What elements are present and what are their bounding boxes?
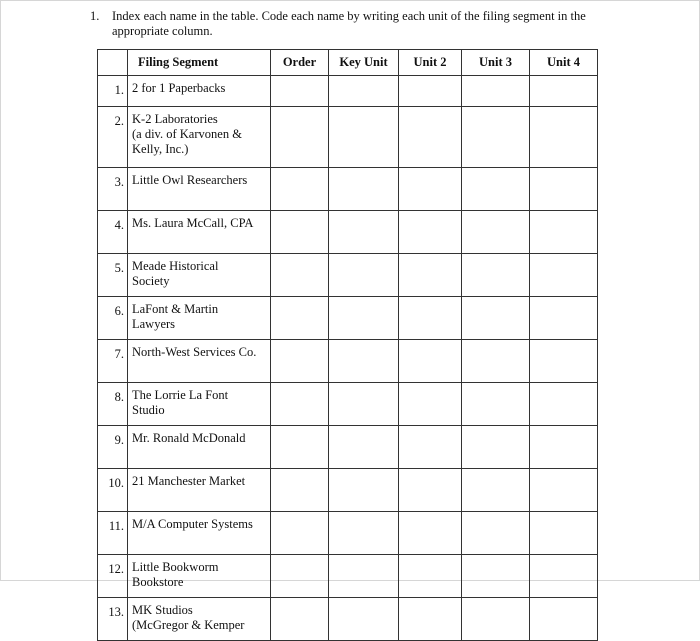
- order-cell[interactable]: [271, 598, 329, 641]
- table-row: [98, 512, 598, 555]
- filing-segment-cell: [128, 598, 271, 641]
- unit-2-cell[interactable]: [399, 469, 462, 512]
- filing-segment-text: Kelly, Inc.): [132, 142, 189, 156]
- table-row: [98, 254, 598, 297]
- order-cell[interactable]: [271, 383, 329, 426]
- unit-4-cell[interactable]: [530, 211, 598, 254]
- filing-segment-text: 2 for 1 Paperbacks: [132, 81, 226, 95]
- unit-4-cell[interactable]: [530, 107, 598, 168]
- unit-3-cell[interactable]: [462, 297, 530, 340]
- unit-4-cell[interactable]: [530, 254, 598, 297]
- unit-3-cell[interactable]: [462, 426, 530, 469]
- filing-segment-cell: [128, 469, 271, 512]
- filing-segment-text: Lawyers: [132, 317, 176, 331]
- unit-4-cell[interactable]: [530, 76, 598, 107]
- filing-segment-cell: [128, 555, 271, 598]
- key-unit-cell[interactable]: [329, 512, 399, 555]
- order-cell[interactable]: [271, 297, 329, 340]
- row-number: 1.: [98, 76, 128, 107]
- table-row: [98, 555, 598, 598]
- key-unit-cell[interactable]: [329, 254, 399, 297]
- instruction-number: 1.: [90, 9, 100, 23]
- unit-2-cell[interactable]: [399, 76, 462, 107]
- instruction: [90, 9, 630, 39]
- order-cell[interactable]: [271, 76, 329, 107]
- header-unit-4: Unit 4: [530, 50, 598, 76]
- table-row: [98, 469, 598, 512]
- table-row: [98, 383, 598, 426]
- unit-2-cell[interactable]: [399, 426, 462, 469]
- unit-2-cell[interactable]: [399, 168, 462, 211]
- unit-4-cell[interactable]: [530, 598, 598, 641]
- unit-3-cell[interactable]: [462, 168, 530, 211]
- order-cell[interactable]: [271, 211, 329, 254]
- unit-4-cell[interactable]: [530, 469, 598, 512]
- unit-2-cell[interactable]: [399, 383, 462, 426]
- filing-segment-cell: [128, 340, 271, 383]
- unit-2-cell[interactable]: [399, 254, 462, 297]
- filing-segment-cell: [128, 383, 271, 426]
- key-unit-cell[interactable]: [329, 340, 399, 383]
- unit-4-cell[interactable]: [530, 340, 598, 383]
- filing-segment-text: Little Bookworm: [132, 560, 219, 574]
- order-cell[interactable]: [271, 512, 329, 555]
- row-number: 2.: [98, 107, 128, 168]
- header-key-unit: Key Unit: [329, 50, 399, 76]
- filing-segment-text: Meade Historical: [132, 259, 219, 273]
- filing-segment-text: (a div. of Karvonen &: [132, 127, 242, 141]
- key-unit-cell[interactable]: [329, 297, 399, 340]
- filing-segment-cell: [128, 297, 271, 340]
- filing-segment-text: Studio: [132, 403, 165, 417]
- filing-table: [97, 49, 598, 641]
- filing-segment-cell: [128, 107, 271, 168]
- unit-4-cell[interactable]: [530, 168, 598, 211]
- header-filing-segment: Filing Segment: [128, 50, 271, 76]
- key-unit-cell[interactable]: [329, 168, 399, 211]
- header-unit-2: Unit 2: [399, 50, 462, 76]
- table-row: [98, 340, 598, 383]
- unit-4-cell[interactable]: [530, 512, 598, 555]
- table-row: [98, 76, 598, 107]
- unit-3-cell[interactable]: [462, 254, 530, 297]
- unit-2-cell[interactable]: [399, 107, 462, 168]
- key-unit-cell[interactable]: [329, 426, 399, 469]
- unit-3-cell[interactable]: [462, 469, 530, 512]
- filing-segment-text: Ms. Laura McCall, CPA: [132, 216, 254, 230]
- unit-4-cell[interactable]: [530, 383, 598, 426]
- row-number: 4.: [98, 211, 128, 254]
- filing-segment-text: Mr. Ronald McDonald: [132, 431, 246, 445]
- filing-segment-text: Bookstore: [132, 575, 184, 589]
- filing-segment-cell: [128, 512, 271, 555]
- filing-segment-text: Society: [132, 274, 170, 288]
- filing-segment-text: LaFont & Martin: [132, 302, 219, 316]
- key-unit-cell[interactable]: [329, 383, 399, 426]
- unit-2-cell[interactable]: [399, 512, 462, 555]
- filing-segment-text: North-West Services Co.: [132, 345, 257, 359]
- unit-2-cell[interactable]: [399, 598, 462, 641]
- filing-segment-text: 21 Manchester Market: [132, 474, 246, 488]
- filing-segment-cell: [128, 168, 271, 211]
- row-number: 8.: [98, 383, 128, 426]
- row-number: 3.: [98, 168, 128, 211]
- unit-2-cell[interactable]: [399, 340, 462, 383]
- unit-3-cell[interactable]: [462, 383, 530, 426]
- filing-segment-text: The Lorrie La Font: [132, 388, 229, 402]
- row-number: 12.: [98, 555, 128, 598]
- row-number: 7.: [98, 340, 128, 383]
- table-row: [98, 107, 598, 168]
- unit-3-cell[interactable]: [462, 340, 530, 383]
- table-row: [98, 426, 598, 469]
- key-unit-cell[interactable]: [329, 598, 399, 641]
- order-cell[interactable]: [271, 254, 329, 297]
- unit-3-cell[interactable]: [462, 598, 530, 641]
- key-unit-cell[interactable]: [329, 76, 399, 107]
- unit-3-cell[interactable]: [462, 555, 530, 598]
- key-unit-cell[interactable]: [329, 211, 399, 254]
- filing-segment-text: K-2 Laboratories: [132, 112, 218, 126]
- header-order: Order: [271, 50, 329, 76]
- table-row: [98, 297, 598, 340]
- filing-segment-cell: [128, 76, 271, 107]
- table-row: [98, 168, 598, 211]
- instruction-text: Index each name in the table. Code each name by writing each unit of the filing segment in the appropriate column.: [112, 9, 586, 38]
- unit-4-cell[interactable]: [530, 426, 598, 469]
- unit-2-cell[interactable]: [399, 211, 462, 254]
- row-number: 11.: [98, 512, 128, 555]
- key-unit-cell[interactable]: [329, 469, 399, 512]
- unit-2-cell[interactable]: [399, 297, 462, 340]
- filing-segment-cell: [128, 254, 271, 297]
- filing-segment-cell: [128, 426, 271, 469]
- filing-segment-text: M/A Computer Systems: [132, 517, 253, 531]
- unit-2-cell[interactable]: [399, 555, 462, 598]
- header-index: [98, 50, 128, 76]
- order-cell[interactable]: [271, 469, 329, 512]
- header-row: [98, 50, 598, 76]
- unit-3-cell[interactable]: [462, 107, 530, 168]
- row-number: 10.: [98, 469, 128, 512]
- row-number: 13.: [98, 598, 128, 641]
- order-cell[interactable]: [271, 555, 329, 598]
- filing-segment-text: Little Owl Researchers: [132, 173, 248, 187]
- order-cell[interactable]: [271, 107, 329, 168]
- filing-segment-cell: [128, 211, 271, 254]
- unit-4-cell[interactable]: [530, 555, 598, 598]
- key-unit-cell[interactable]: [329, 555, 399, 598]
- order-cell[interactable]: [271, 426, 329, 469]
- row-number: 9.: [98, 426, 128, 469]
- filing-segment-text: MK Studios: [132, 603, 193, 617]
- table-row: [98, 598, 598, 641]
- order-cell[interactable]: [271, 168, 329, 211]
- header-unit-3: Unit 3: [462, 50, 530, 76]
- unit-4-cell[interactable]: [530, 297, 598, 340]
- row-number: 5.: [98, 254, 128, 297]
- unit-3-cell[interactable]: [462, 211, 530, 254]
- unit-3-cell[interactable]: [462, 76, 530, 107]
- order-cell[interactable]: [271, 340, 329, 383]
- table-row: [98, 211, 598, 254]
- filing-segment-text: (McGregor & Kemper: [132, 618, 245, 632]
- unit-3-cell[interactable]: [462, 512, 530, 555]
- row-number: 6.: [98, 297, 128, 340]
- key-unit-cell[interactable]: [329, 107, 399, 168]
